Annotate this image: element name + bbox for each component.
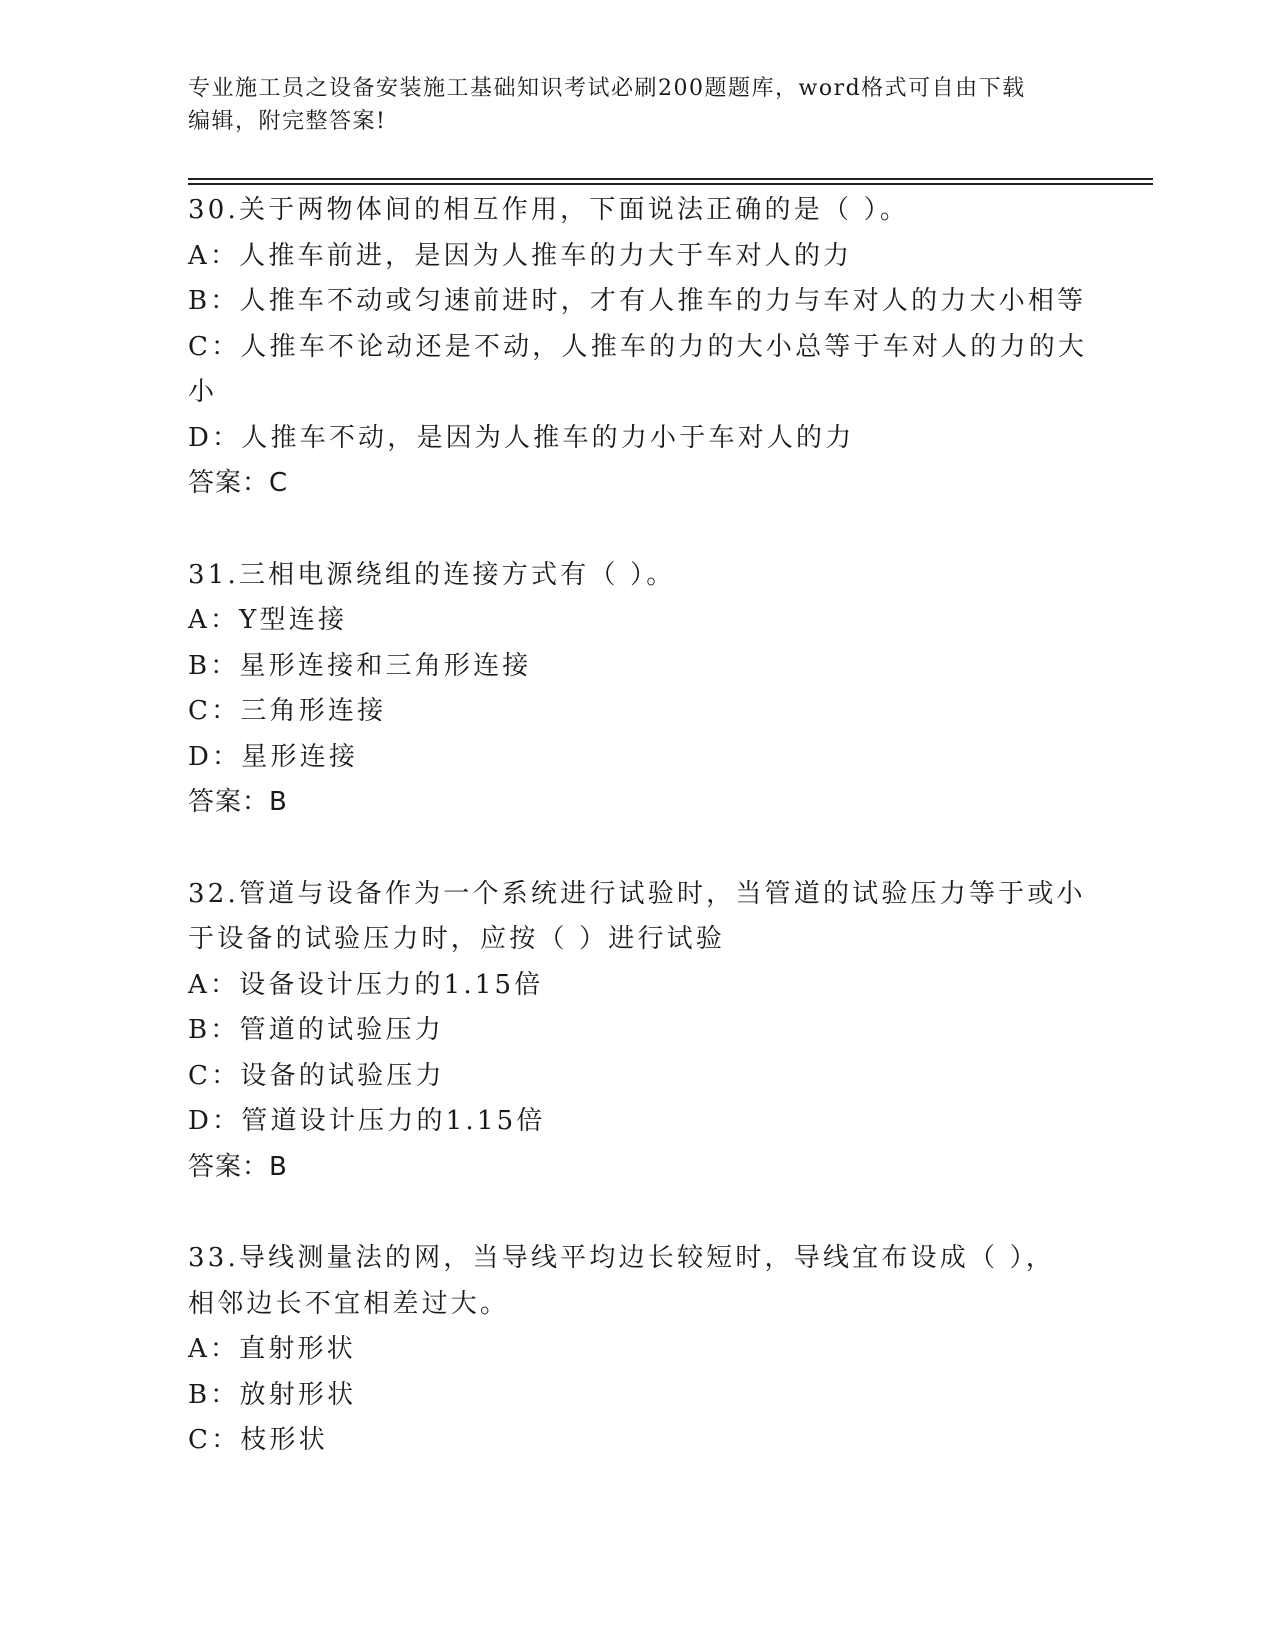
- answer-key: 答案：B: [188, 1151, 288, 1182]
- question-stem: 相邻边长不宜相差过大。: [188, 1288, 510, 1319]
- header-divider-bottom: [188, 183, 1153, 185]
- question-block: [188, 188, 1088, 507]
- question-stem: 31.三相电源绕组的连接方式有（ ）。: [188, 559, 676, 590]
- answer-option: B：星形连接和三角形连接: [188, 650, 532, 681]
- question-block: [188, 553, 1088, 826]
- answer-option: D：管道设计压力的1.15倍: [188, 1106, 546, 1136]
- answer-option: C：三角形连接: [188, 696, 387, 726]
- question-block: [188, 1236, 1088, 1464]
- answer-option: A：设备设计压力的1.15倍: [188, 969, 544, 1000]
- question-list: [188, 188, 1088, 1510]
- answer-option: C：人推车不论动还是不动，人推车的力的大小总等于车对人的力的大: [188, 331, 1088, 362]
- header-divider-top: [188, 178, 1153, 180]
- answer-option: C：设备的试验压力: [188, 1060, 445, 1091]
- answer-key: 答案：B: [188, 787, 288, 817]
- question-stem: 33.导线测量法的网，当导线平均边长较短时，导线宜布设成（ ），: [188, 1243, 1056, 1273]
- document-header: [188, 72, 1068, 138]
- answer-option: D：人推车不动，是因为人推车的力小于车对人的力: [188, 422, 855, 453]
- answer-option: B：管道的试验压力: [188, 1015, 444, 1045]
- header-line-2: 编辑，附完整答案!: [188, 109, 387, 134]
- answer-option: B：放射形状: [188, 1379, 357, 1410]
- answer-option: D：星形连接: [188, 741, 359, 772]
- header-line-1: 专业施工员之设备安装施工基础知识考试必刷200题题库，word格式可自由下载: [188, 76, 1026, 101]
- question-stem: 32.管道与设备作为一个系统进行试验时，当管道的试验压力等于或小: [188, 878, 1086, 909]
- question-stem: 30.关于两物体间的相互作用，下面说法正确的是（ ）。: [188, 195, 910, 225]
- answer-key: 答案：C: [188, 468, 289, 498]
- answer-option: A：人推车前进，是因为人推车的力大于车对人的力: [188, 240, 853, 271]
- question-stem: 于设备的试验压力时，应按（ ）进行试验: [188, 924, 726, 954]
- answer-option: C：枝形状: [188, 1425, 328, 1455]
- answer-option: A：Y型连接: [188, 605, 348, 635]
- answer-option: 小: [188, 377, 218, 407]
- answer-option: B：人推车不动或匀速前进时，才有人推车的力与车对人的力大小相等: [188, 286, 1087, 316]
- question-block: [188, 872, 1088, 1191]
- answer-option: A：直射形状: [188, 1334, 356, 1364]
